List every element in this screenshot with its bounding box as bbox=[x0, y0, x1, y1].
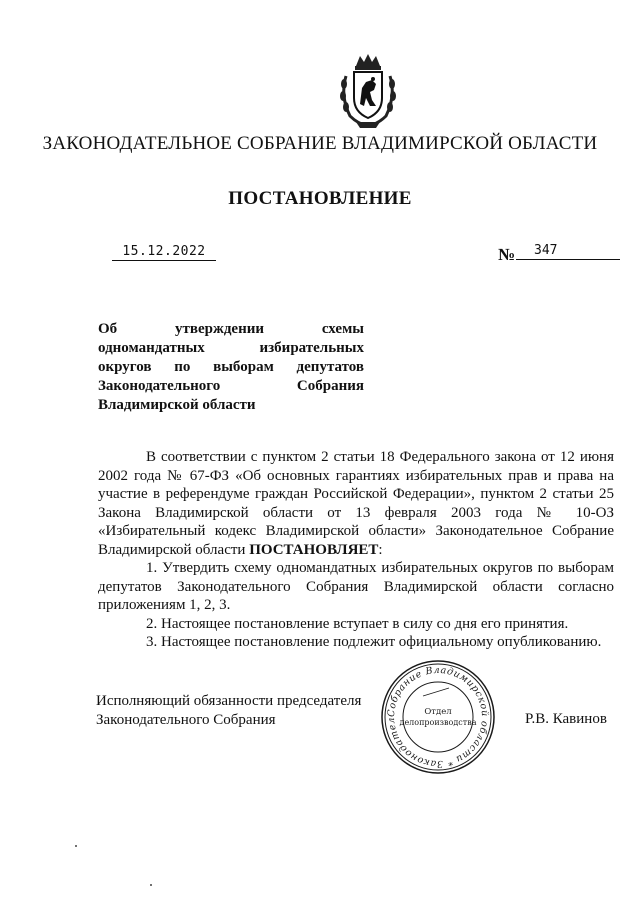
signer-title-line-2: Законодательного Собрания bbox=[96, 711, 276, 728]
document-subject: Об утверждении схемы одномандатных избирательных округов по выборам депутатов Законодательного Собрания Владимирской области bbox=[98, 321, 364, 413]
preamble-paragraph bbox=[98, 448, 614, 559]
official-stamp bbox=[379, 658, 497, 776]
signer-name: Р.В. Кавинов bbox=[525, 711, 607, 727]
document-number: 347 bbox=[516, 243, 620, 260]
document-body bbox=[98, 448, 614, 652]
preamble-text: В соответствии с пунктом 2 статьи 18 Федерального закона от 12 июня 2002 года № 67-ФЗ «Об основных гарантиях избирательных прав и права на участие в референдуме граждан Российской Федерации», пунктом 2 статьи 25 Закона Владимирской области от 13 февраля 2003 года № 10-ОЗ «Избирательный кодекс Владимирской области» Законодательное Собрание Владимирской области bbox=[98, 449, 614, 558]
body-item-1: 1. Утвердить схему одномандатных избирательных округов по выборам депутатов Законодательного Собрания Владимирской области согласно приложениям 1, 2, 3. bbox=[98, 560, 614, 613]
signer-title bbox=[96, 692, 376, 729]
body-item-3: 3. Настоящее постановление подлежит официальному опубликованию. bbox=[146, 634, 602, 650]
scan-speck bbox=[150, 884, 152, 886]
organization-title: ЗАКОНОДАТЕЛЬНОЕ СОБРАНИЕ ВЛАДИМИРСКОЙ ОБЛАСТИ bbox=[42, 133, 598, 154]
resolve-keyword-suffix: : bbox=[378, 541, 383, 558]
scan-speck bbox=[75, 845, 77, 847]
stamp-ring-text: Собрание Владимирской области * Законодател bbox=[385, 664, 491, 770]
resolve-keyword: ПОСТАНОВЛЯЕТ bbox=[249, 541, 379, 558]
body-item-2: 2. Настоящее постановление вступает в силу со дня его принятия. bbox=[146, 615, 569, 632]
stamp-center-line-2: делопроизводства bbox=[399, 718, 477, 727]
signer-title-line-1: Исполняющий обязанности председателя bbox=[96, 693, 362, 709]
stamp-center-line-1: Отдел bbox=[424, 707, 452, 717]
document-type: ПОСТАНОВЛЕНИЕ bbox=[228, 188, 412, 209]
number-label: № bbox=[498, 245, 516, 264]
document-date: 15.12.2022 bbox=[112, 244, 216, 261]
coat-of-arms-icon bbox=[336, 52, 400, 130]
